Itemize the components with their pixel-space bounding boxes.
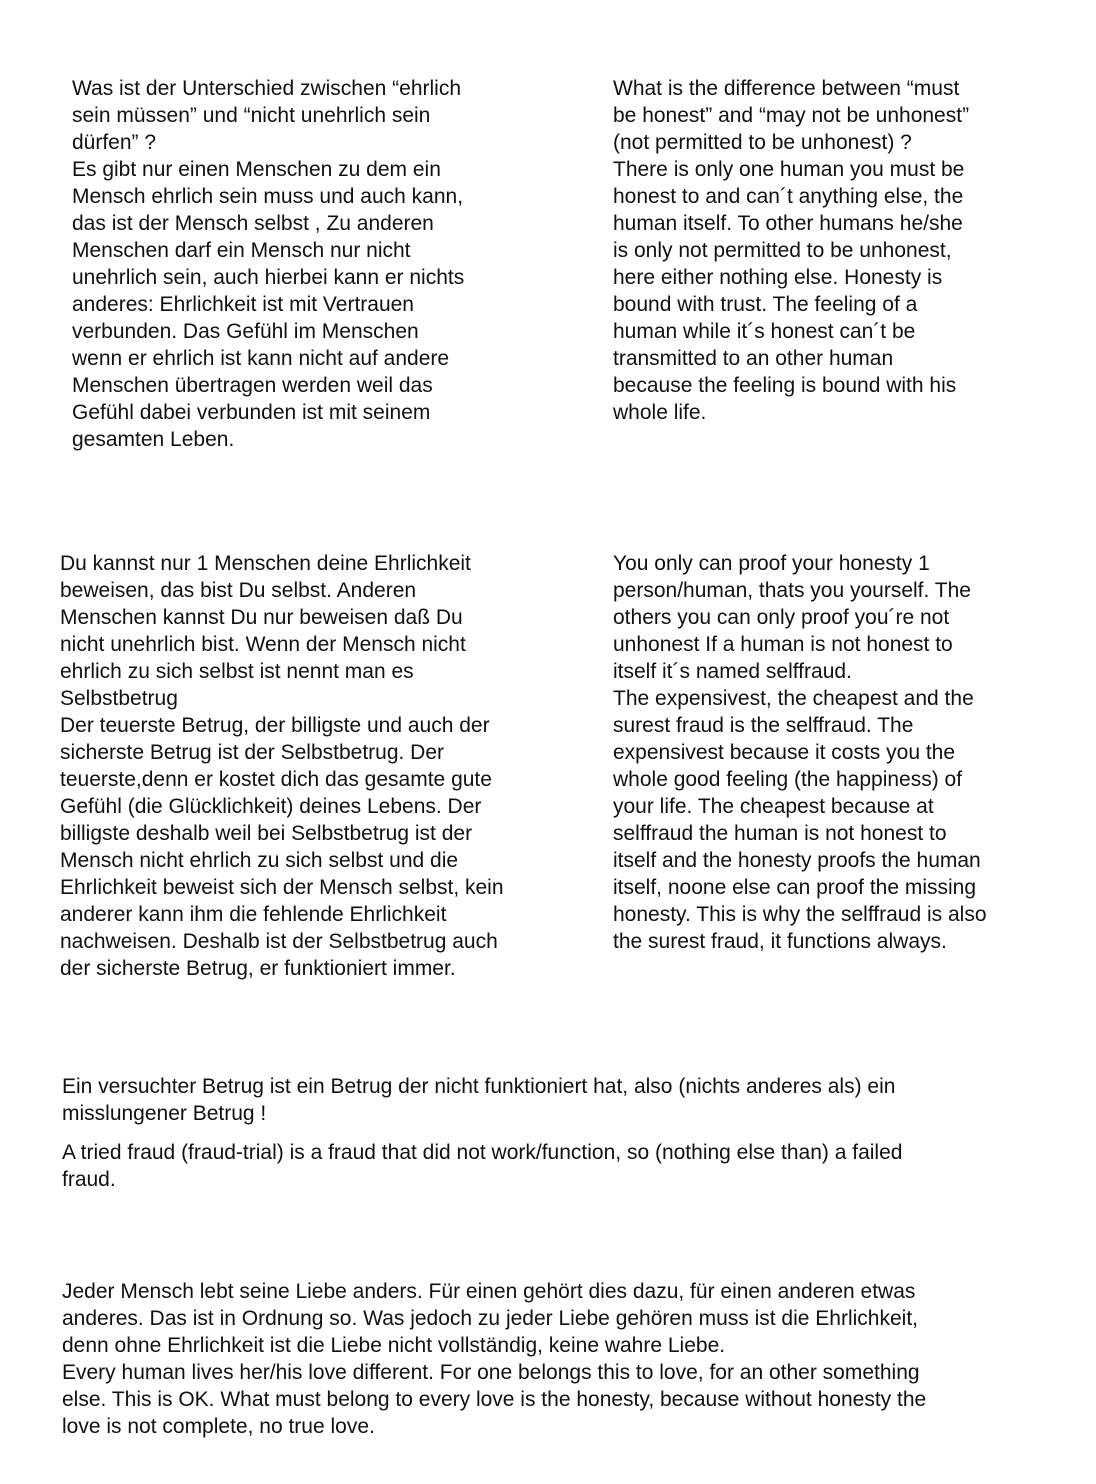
paragraph-tried-fraud-german: Ein versuchter Betrug ist ein Betrug der nicht funktioniert hat, also (nichts anderes als) ein misslungener Betrug ! (62, 1075, 896, 1125)
paragraph-selffraud-english: You only can proof your honesty 1 person/human, thats you yourself. The others you can only proof you´re not unhonest If a human is not honest to itself it´s named selffraud. The expensivest, the cheapest and the surest fraud is the selffraud. The expensivest because it costs you the whole good feeling (the happiness) of your life. The cheapest because at selffraud the human is not honest to itself and the honesty proofs the human itself, noone else can proof the missing honesty. This is why the selffraud is also the surest fraud, it functions always. (613, 552, 987, 953)
paragraph-honesty-difference-english: What is the difference between “must be honest” and “may not be unhonest” (not permitted to be unhonest) ? There is only one human you must be honest to and can´t anything else, the human itself. To other humans he/she is only not permitted to be unhonest, here either nothing else. Honesty is bound with trust. The feeling of a human while it´s honest can´t be transmitted to an other human because the feeling is bound with his whole life. (613, 77, 970, 424)
paragraph-tried-fraud-english: A tried fraud (fraud-trial) is a fraud that did not work/function, so (nothing else than) a failed fraud. (62, 1141, 903, 1191)
paragraph-selffraud-german: Du kannst nur 1 Menschen deine Ehrlichkeit beweisen, das bist Du selbst. Anderen Menschen kannst Du nur beweisen daß Du nicht unehrlich bist. Wenn der Mensch nicht ehrlich zu sich selbst ist nennt man es Selbstbetrug Der teuerste Betrug, der billigste und auch der sicherste Betrug ist der Selbstbetrug. Der teuerste,denn er kostet dich das gesamte gute Gefühl (die Glücklichkeit) deines Lebens. Der billigste deshalb weil bei Selbstbetrug ist der Mensch nicht ehrlich zu sich selbst und die Ehrlichkeit beweist sich der Mensch selbst, kein anderer kann ihm die fehlende Ehrlichkeit nachweisen. Deshalb ist der Selbstbetrug auch der sicherste Betrug, er funktioniert immer. (60, 552, 504, 980)
paragraph-honesty-difference-german: Was ist der Unterschied zwischen “ehrlich sein müssen” und “nicht unehrlich sein dürfen” ? Es gibt nur einen Menschen zu dem ein Mensch ehrlich sein muss und auch kann, das ist der Mensch selbst , Zu anderen Menschen darf ein Mensch nur nicht unehrlich sein, auch hierbei kann er nichts anderes: Ehrlichkeit ist mit Vertrauen verbunden. Das Gefühl im Menschen wenn er ehrlich ist kann nicht auf andere Menschen übertragen werden weil das Gefühl dabei verbunden ist mit seinem gesamten Leben. (72, 77, 465, 451)
paragraph-love-honesty: Jeder Mensch lebt seine Liebe anders. Für einen gehört dies dazu, für einen anderen etwas anderes. Das ist in Ordnung so. Was jedoch zu jeder Liebe gehören muss ist die Ehrlichkeit, denn ohne Ehrlichkeit ist die Liebe nicht vollständig, keine wahre Liebe. Every human lives her/his love different. For one belongs this to love, for an other something else. This is OK. What must belong to every love is the honesty, because without honesty the love is not complete, no true love. (62, 1280, 927, 1438)
